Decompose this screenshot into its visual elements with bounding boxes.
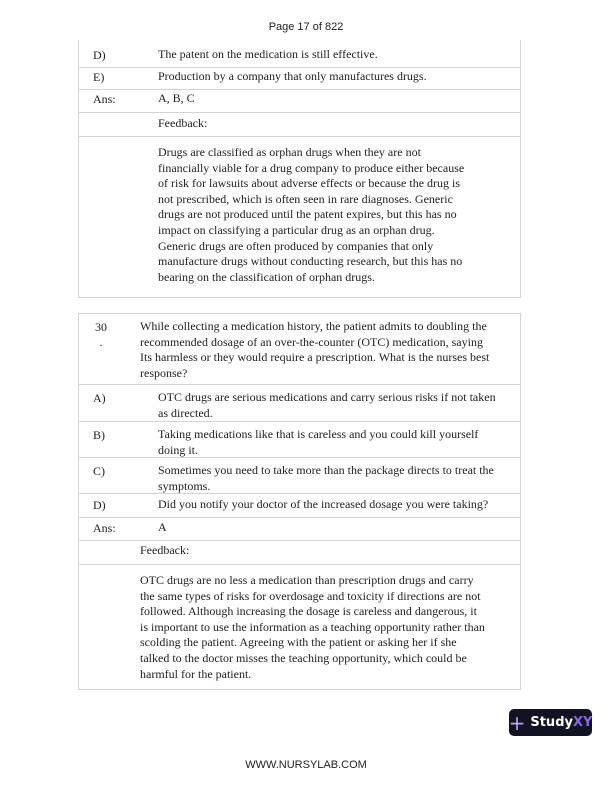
option-text: OTC drugs are serious medications and carry serious risks if not taken as directed. [158, 390, 496, 420]
feedback-row [79, 564, 520, 689]
option-label: D) [93, 48, 106, 62]
option-row [79, 384, 520, 422]
studyxy-logo-text [530, 715, 592, 730]
question-text: While collecting a medication history, the patient admits to doubling the recommended dosage of an over-the-counter (OTC) medication, saying Its harmless or they would require a prescription. What is the nurses best response? [140, 319, 490, 380]
question-row [79, 314, 520, 385]
answer-value: A, B, C [158, 91, 195, 105]
option-text: Production by a company that only manufactures drugs. [158, 69, 427, 83]
feedback-label: Feedback: [158, 116, 208, 130]
option-label: E) [93, 70, 105, 84]
answer-row [79, 89, 520, 113]
option-text: Taking medications like that is careless and you could kill yourself doing it. [158, 427, 479, 457]
plus-icon: + [508, 710, 526, 735]
feedback-row [79, 136, 520, 297]
option-label: C) [93, 464, 105, 478]
option-label: A) [93, 391, 106, 405]
option-row [79, 457, 520, 494]
option-row [79, 421, 520, 458]
page-header: Page 17 of 822 [268, 21, 344, 33]
option-row [79, 67, 520, 90]
question-number [95, 320, 107, 350]
option-label: B) [93, 428, 105, 442]
answer-row [79, 517, 520, 541]
logo-prefix: Study [530, 715, 573, 730]
option-row [79, 40, 520, 68]
feedback-text: Drugs are classified as orphan drugs when they are not financially viable for a drug company to produce either because of risk for lawsuits about adverse effects or because the drug is not prescribed, which is often seen in rare diagnoses. Generic drugs are not produced until the patent expires, but this has no impact on classifying a particular drug as an orphan drug. Generic drugs are often produced by companies that only manufacture drugs without conducting research, but this has no bearing on the classification of orphan drugs. [158, 145, 465, 284]
question-30-table [78, 313, 521, 690]
question-number-text: 30 [95, 320, 107, 334]
question-29-table [78, 40, 521, 298]
answer-label: Ans: [93, 92, 116, 106]
option-row [79, 493, 520, 518]
option-text: Did you notify your doctor of the increased dosage you were taking? [158, 497, 489, 511]
page-footer: WWW.NURSYLAB.COM [245, 759, 367, 771]
feedback-label: Feedback: [140, 543, 190, 557]
option-text: Sometimes you need to take more than the package directs to treat the symptoms. [158, 463, 494, 493]
studyxy-badge[interactable] [509, 709, 592, 736]
question-number-dot: . [99, 335, 103, 349]
answer-value: A [158, 520, 167, 534]
answer-label: Ans: [93, 521, 116, 535]
feedback-text: OTC drugs are no less a medication than prescription drugs and carry the same types of risks for overdosage and toxicity if directions are not followed. Although increasing the dosage is careless and dangerous, it is important to use the information as a teaching opportunity rather than scolding the patient. Agreeing with the patient or asking her if she talked to the doctor misses the teaching opportunity, which could be harmful for the patient. [140, 573, 485, 681]
feedback-label-row [79, 540, 520, 565]
option-text: The patent on the medication is still effective. [158, 47, 378, 61]
logo-suffix: XY [572, 715, 593, 730]
option-label: D) [93, 498, 106, 512]
feedback-label-row [79, 112, 520, 137]
